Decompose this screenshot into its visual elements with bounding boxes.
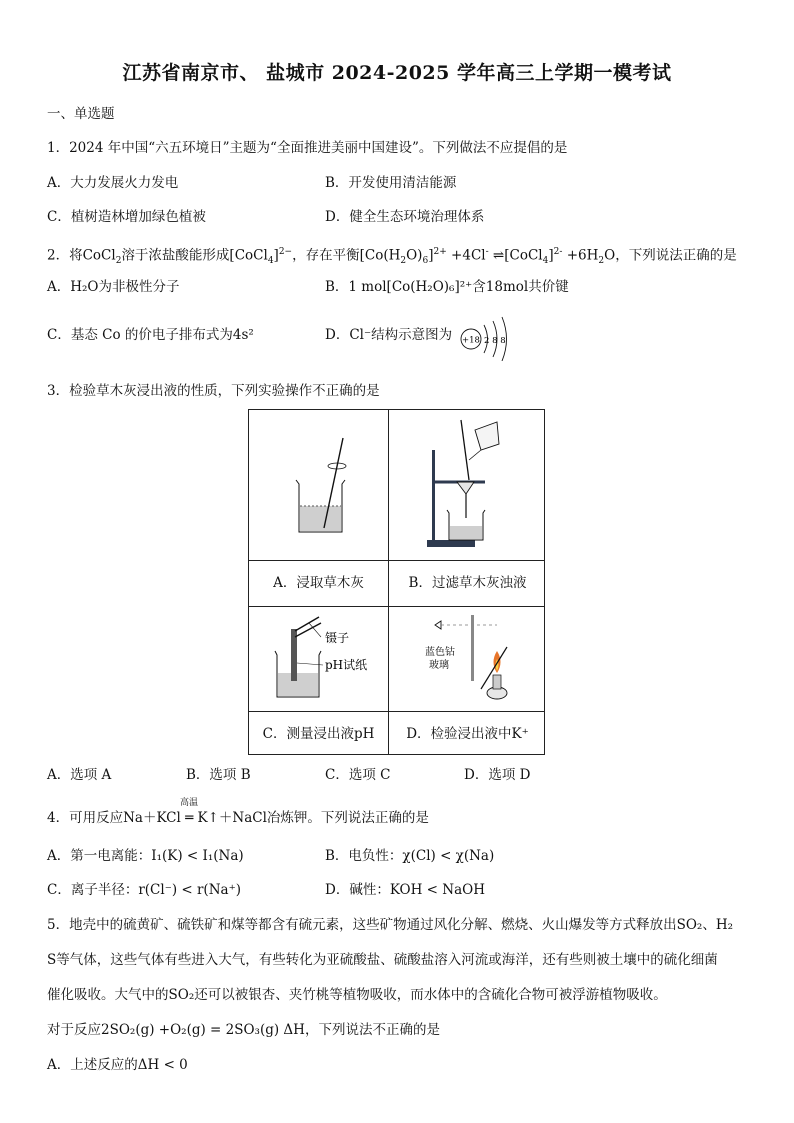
page-title: 江苏省南京市、 盐城市 2024-2025 学年高三上学期一模考试 [122,62,672,84]
filtration-illustration [389,410,545,560]
q1-option-a: A．大力发展火力发电 [47,175,179,191]
caption-a: A．浸取草木灰 [273,575,364,591]
chloride-ion-diagram [458,315,518,361]
q2-option-d: D．Cl⁻结构示意图为 [325,327,453,343]
q2-stem: 2．将CoCl$_2$溶于浓盐酸能形成[CoCl$_4$]$^{2-}$，存在平衡$[Co(H_2O)_6]^{2+} +4Cl^-$ ⇌[CoCl$_4$]$^{2-}$ $+6H_2O$，下列说法正确的是 [47,247,737,267]
q4-stem: 4．可用反应Na＋KCl ═ K↑＋NaCl冶炼钾。下列说法正确的是 [47,810,429,826]
shell-electrons: 2 8 8 [484,336,506,346]
q3-option-b: B．选项 B [186,767,251,783]
q4-option-a: A．第一电离能：I₁(K) < I₁(Na) [47,848,244,864]
q4-option-d: D．碱性：KOH < NaOH [325,882,485,898]
q5-option-a: A．上述反应的ΔH < 0 [47,1057,188,1073]
caption-b: B．过滤草木灰浊液 [408,575,527,591]
nucleus-charge: +18 [462,335,480,346]
q1-stem: 1．2024 年中国“六五环境日”主题为“全面推进美丽中国建设”。下列做法不应提倡的是 [47,140,568,156]
flame-test-illustration [389,607,545,711]
q5-line-3: 催化吸收。大气中的SO₂还可以被银杏、夹竹桃等植物吸收，而水体中的含硫化合物可被浮游植物吸收。 [47,987,667,1003]
q4-option-b: B．电负性：χ(Cl) < χ(Na) [325,848,495,864]
q1-option-c: C．植树造林增加绿色植被 [47,209,206,225]
q1-option-d: D．健全生态环境治理体系 [325,209,485,225]
beaker-stirring-illustration [249,410,388,560]
q2-option-c: C．基态 Co 的价电子排布式为4s² [47,327,254,343]
q3-option-c: C．选项 C [325,767,391,783]
experiment-figure-grid [248,409,545,755]
section-heading: 一、单选题 [47,106,115,122]
label-tweezers: 镊子 [325,631,350,645]
q5-line-2: S等气体，这些气体有些进入大气，有些转化为亚硫酸盐、硫酸盐溶入河流或海洋，还有些则被土壤中的硫化细菌 [47,952,718,968]
q2-option-a: A．H₂O为非极性分子 [47,279,180,295]
reaction-condition: 高温 [180,798,199,808]
q3-option-a: A．选项 A [47,767,112,783]
q5-line-1: 5．地壳中的硫黄矿、硫铁矿和煤等都含有硫元素，这些矿物通过风化分解、燃烧、火山爆发等方式释放出SO₂、H₂ [47,917,734,933]
caption-d: D．检验浸出液中K⁺ [406,726,529,742]
label-ph-paper: pH试纸 [325,658,368,672]
q2-option-b: B．1 mol[Co(H₂O)₆]²⁺含18mol共价键 [325,279,569,295]
q3-stem: 3．检验草木灰浸出液的性质，下列实验操作不正确的是 [47,383,380,399]
label-cobalt-glass-2: 玻璃 [429,660,449,671]
label-cobalt-glass-1: 蓝色钴 [425,647,455,658]
q5-line-4: 对于反应2SO₂(g) +O₂(g) = 2SO₃(g) ΔH，下列说法不正确的是 [47,1022,440,1038]
q1-option-b: B．开发使用清洁能源 [325,175,457,191]
caption-c: C．测量浸出液pH [262,726,375,742]
q4-option-c: C．离子半径：r(Cl⁻) < r(Na⁺) [47,882,241,898]
q3-option-d: D．选项 D [464,767,531,783]
ph-test-illustration [249,607,388,711]
